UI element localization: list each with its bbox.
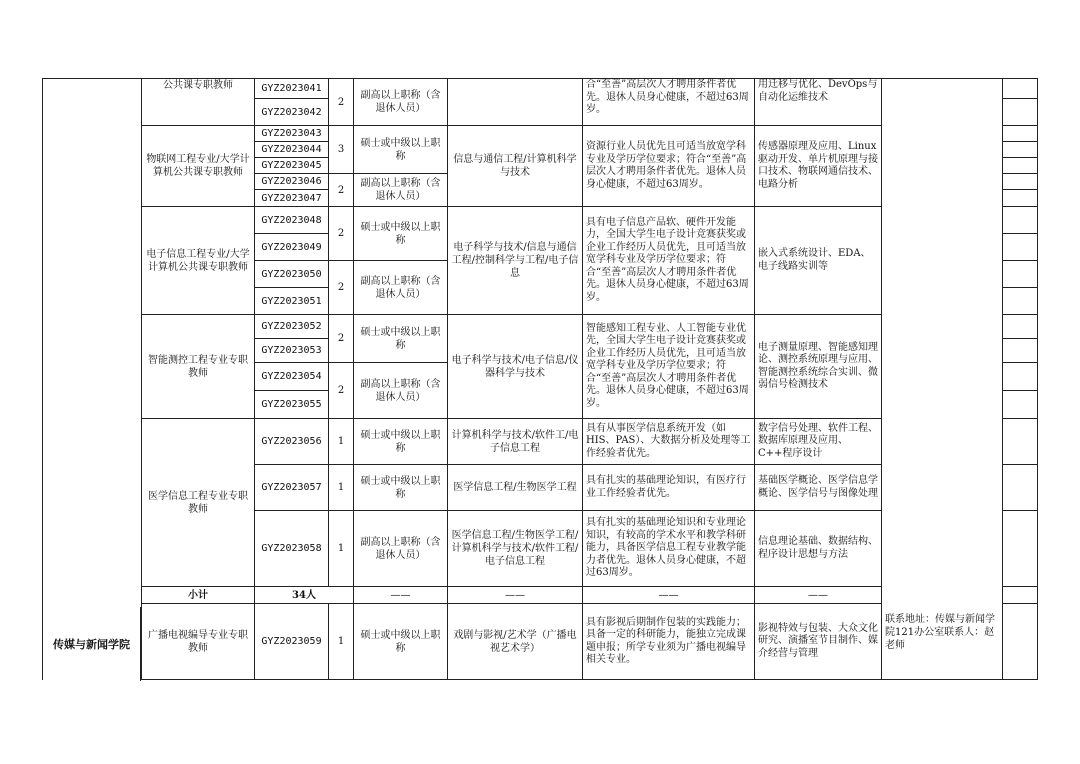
title-cell: 副高以上职称（含退休人员） [354,79,448,126]
title-cell: 硕士或中级以上职称 [354,207,448,261]
course-cell: 传感器原理及应用、Linux驱动开发、单片机原理与接口技术、物联网通信技术、电路分析 [755,126,882,207]
requirement-cell: 具有从事医学信息系统开发（如HIS、PAS）、大数据分析及处理等工作经验者优先。 [583,419,755,465]
college-name: 传媒与新闻学院 [43,607,141,681]
remark-cell [1003,587,1038,604]
post-code: GYZ2023048 [255,207,329,234]
remark-cell [1003,511,1038,587]
post-code: GYZ2023059 [255,604,329,680]
post-code: GYZ2023055 [255,391,329,419]
title-cell: 硕士或中级以上职称 [354,604,448,680]
remark-cell [1003,79,1038,99]
count-cell: 2 [329,207,354,261]
remark-cell [1003,604,1038,680]
subtotal-dash: —— [755,587,882,604]
post-code: GYZ2023057 [255,465,329,511]
remark-cell [1003,207,1038,234]
major-cell: 医学信息工程专业专职教师 [142,419,255,587]
remark-cell [1003,315,1038,339]
title-cell: 硕士或中级以上职称 [354,315,448,363]
post-code: GYZ2023050 [255,261,329,288]
title-cell: 硕士或中级以上职称 [354,465,448,511]
discipline-cell: 医学信息工程/生物医学工程/计算机科学与技术/软件工程/电子信息工程 [448,511,583,587]
remark-cell [1003,126,1038,142]
subtotal-count: 34人 [255,587,354,604]
course-cell: 数字信号处理、软件工程、数据库原理及应用、C++程序设计 [755,419,882,465]
subtotal-label: 小计 [142,587,255,604]
post-code: GYZ2023043 [255,126,329,142]
major-cell: 广播电视编导专业专职教师 [142,604,255,680]
course-cell: 用迁移与优化、DevOps与自动化运维技术 [755,79,882,126]
title-cell: 硕士或中级以上职称 [354,126,448,174]
post-code: GYZ2023041 [255,79,329,99]
discipline-cell: 电子科学与技术/信息与通信工程/控制科学与工程/电子信息 [448,207,583,315]
count-cell: 1 [329,465,354,511]
remark-cell [1003,391,1038,419]
requirement-cell: 具有影视后期制作包装的实践能力；具备一定的科研能力，能独立完成课题申报；所学专业须为广播电视编导相关专业。 [583,604,755,680]
major-cell: 智能测控工程专业专职教师 [142,315,255,419]
title-cell: 副高以上职称（含退休人员） [354,511,448,587]
discipline-cell: 戏剧与影视/艺术学（广播电视艺术学） [448,604,583,680]
count-cell: 1 [329,604,354,680]
count-cell: 1 [329,419,354,465]
remark-cell [1003,339,1038,363]
major-cell: 电子信息工程专业/大学计算机公共课专职教师 [142,207,255,315]
remark-cell [1003,465,1038,511]
discipline-cell: 计算机科学与技术/软件工/电子信息工程 [448,419,583,465]
subtotal-dash: —— [354,587,448,604]
contact-info: 联系地址：传媒与新闻学院121办公室联系人：赵老师 [885,613,1002,677]
remark-cell [1003,158,1038,174]
title-cell: 硕士或中级以上职称 [354,419,448,465]
college-cell-blank [43,79,142,680]
subtotal-dash: —— [583,587,755,604]
post-code: GYZ2023049 [255,234,329,261]
course-cell: 嵌入式系统设计、EDA、电子线路实训等 [755,207,882,315]
major-cell: 物联网工程专业/大学计算机公共课专职教师 [142,126,255,207]
count-cell: 2 [329,315,354,363]
post-code: GYZ2023047 [255,190,329,207]
requirement-cell: 智能感知工程专业、人工智能专业优先，全国大学生电子设计竞赛获奖或企业工作经历人员优先，且可适当放宽学科专业及学历学位要求；符合“至善”高层次人才聘用条件者优先。退休人员身心健康，不超过63周岁。 [583,315,755,419]
count-cell: 2 [329,363,354,419]
post-code: GYZ2023051 [255,288,329,315]
requirement-cell: 合“至善”高层次人才聘用条件者优先。退休人员身心健康，不超过63周岁。 [583,79,755,126]
remark-cell [1003,99,1038,126]
post-code: GYZ2023058 [255,511,329,587]
course-cell: 基础医学概论、医学信息学概论、医学信号与图像处理 [755,465,882,511]
course-cell: 影视特效与包装、大众文化研究、演播室节目制作、媒介经营与管理 [755,604,882,680]
remark-cell [1003,190,1038,207]
title-cell: 副高以上职称（含退休人员） [354,174,448,207]
count-cell: 2 [329,79,354,126]
remark-cell [1003,419,1038,465]
post-code: GYZ2023045 [255,158,329,174]
remark-cell [1003,234,1038,261]
post-code: GYZ2023056 [255,419,329,465]
recruitment-table [42,78,1038,680]
count-cell: 2 [329,174,354,207]
post-code: GYZ2023054 [255,363,329,391]
remark-cell [1003,261,1038,288]
requirement-cell: 具有电子信息产品软、硬件开发能力，全国大学生电子设计竞赛获奖或企业工作经历人员优先，且可适当放宽学科专业及学历学位要求；符合“至善”高层次人才聘用条件者优先。退休人员身心健康，不超过63周岁。 [583,207,755,315]
subtotal-dash: —— [448,587,583,604]
discipline-cell-empty [448,79,583,126]
discipline-cell: 电子科学与技术/电子信息/仪器科学与技术 [448,315,583,419]
remark-cell [1003,142,1038,158]
post-code: GYZ2023044 [255,142,329,158]
requirement-cell: 资源行业人员优先且可适当放宽学科专业及学历学位要求；符合“至善”高层次人才聘用条件者优先。退休人员身心健康，不超过63周岁。 [583,126,755,207]
contact-cell-blank [882,79,1003,680]
course-cell: 电子测量原理、智能感知理论、测控系统原理与应用、智能测控系统综合实训、微弱信号检测技术 [755,315,882,419]
title-cell: 副高以上职称（含退休人员） [354,363,448,419]
remark-cell [1003,288,1038,315]
count-cell: 2 [329,261,354,315]
title-cell: 副高以上职称（含退休人员） [354,261,448,315]
course-cell: 信息理论基础、数据结构、程序设计思想与方法 [755,511,882,587]
post-code: GYZ2023042 [255,99,329,126]
post-code: GYZ2023052 [255,315,329,339]
remark-cell [1003,363,1038,391]
discipline-cell: 信息与通信工程/计算机科学与技术 [448,126,583,207]
count-cell: 3 [329,126,354,174]
remark-cell [1003,174,1038,190]
count-cell: 1 [329,511,354,587]
post-code: GYZ2023046 [255,174,329,190]
requirement-cell: 具有扎实的基础理论知识，有医疗行业工作经验者优先。 [583,465,755,511]
requirement-cell: 具有扎实的基础理论知识和专业理论知识，有较高的学术水平和教学科研能力，具备医学信息工程专业教学能力者优先。退休人员身心健康，不超过63周岁。 [583,511,755,587]
post-code: GYZ2023053 [255,339,329,363]
major-cell: 公共课专职教师 [142,79,255,126]
discipline-cell: 医学信息工程/生物医学工程 [448,465,583,511]
